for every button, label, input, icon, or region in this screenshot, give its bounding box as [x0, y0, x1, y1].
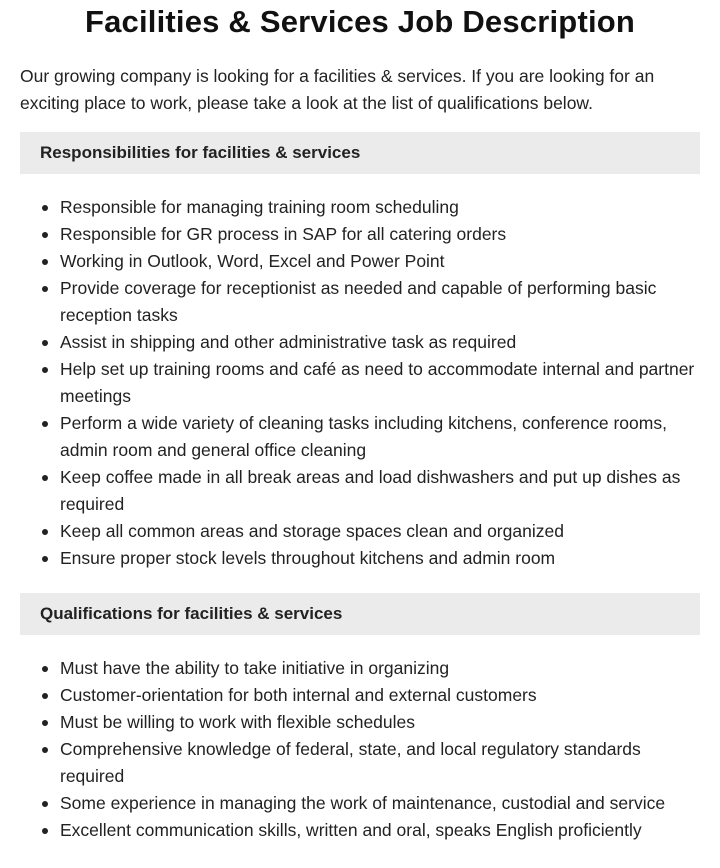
- list-item: Must have the ability to take initiative in organizing: [60, 655, 700, 682]
- list-item: Working in Outlook, Word, Excel and Power Point: [60, 248, 700, 275]
- qualifications-heading: Qualifications for facilities & services: [20, 593, 700, 635]
- list-item: Responsible for GR process in SAP for all catering orders: [60, 221, 700, 248]
- qualifications-list: [20, 655, 700, 844]
- list-item: Help set up training rooms and café as need to accommodate internal and partner meetings: [60, 356, 700, 410]
- list-item: Must be willing to work with flexible schedules: [60, 709, 700, 736]
- responsibilities-heading: Responsibilities for facilities & services: [20, 132, 700, 174]
- list-item: Comprehensive knowledge of federal, state, and local regulatory standards required: [60, 736, 700, 790]
- list-item: Responsible for managing training room scheduling: [60, 194, 700, 221]
- list-item: Provide coverage for receptionist as needed and capable of performing basic reception tasks: [60, 275, 700, 329]
- list-item: Keep coffee made in all break areas and load dishwashers and put up dishes as required: [60, 464, 700, 518]
- list-item: Customer-orientation for both internal and external customers: [60, 682, 700, 709]
- list-item: Ensure proper stock levels throughout kitchens and admin room: [60, 545, 700, 572]
- page-title: Facilities & Services Job Description: [84, 4, 636, 39]
- responsibilities-list: [20, 194, 700, 572]
- intro-paragraph: Our growing company is looking for a facilities & services. If you are looking for an exciting place to work, please take a look at the list of qualifications below.: [20, 66, 655, 113]
- list-item: Assist in shipping and other administrative task as required: [60, 329, 700, 356]
- list-item: Excellent communication skills, written and oral, speaks English proficiently: [60, 817, 700, 844]
- list-item: Keep all common areas and storage spaces clean and organized: [60, 518, 700, 545]
- list-item: Some experience in managing the work of maintenance, custodial and service: [60, 790, 700, 817]
- list-item: Perform a wide variety of cleaning tasks including kitchens, conference rooms, admin room and general office cleaning: [60, 410, 700, 464]
